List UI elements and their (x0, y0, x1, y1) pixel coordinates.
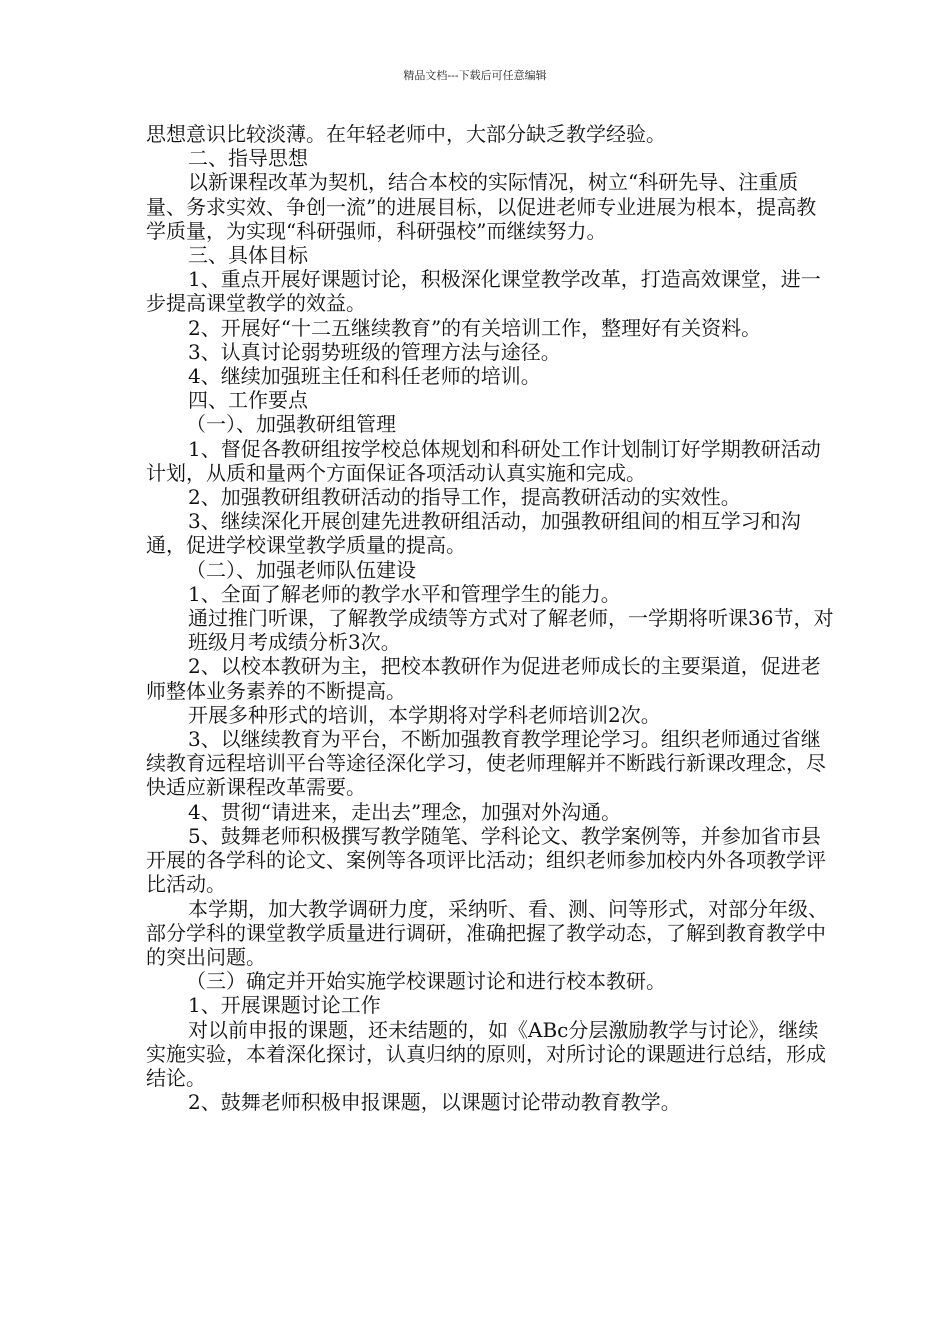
paragraph: 通过推门听课，了解教学成绩等方式对了解老师，一学期将听课36节，对 (188, 606, 834, 631)
list-item: 4、继续加强班主任和科任老师的培训。 (188, 364, 541, 389)
subsection-heading: （一）、加强教研组管理 (186, 412, 396, 437)
paragraph: 班级月考成绩分析3次。 (188, 630, 401, 655)
list-item: 1、开展课题讨论工作 (188, 993, 381, 1018)
list-item: 3、认真讨论弱势班级的管理方法与途径。 (188, 339, 561, 364)
paragraph: 思想意识比较淡薄。在年轻老师中，大部分缺乏教学经验。 (146, 122, 666, 146)
list-item: 1、督促各教研组按学校总体规划和科研处工作计划制订好学期教研活动计划，从质和量两个方面保证各项活动认真实施和完成。 (146, 436, 821, 485)
list-item: 2、以校本教研为主，把校本教研作为促进老师成长的主要渠道，促进老师整体业务素养的不断提高。 (146, 654, 821, 703)
subsection-heading: （二）、加强老师队伍建设 (186, 557, 416, 582)
list-item: 2、开展好“十二五继续教育”的有关培训工作，整理好有关资料。 (188, 315, 762, 340)
paragraph: 对以前申报的课题，还未结题的，如《ABc分层激励教学与讨论》，继续实施实验，本着深化探讨，认真归纳的原则，对所讨论的课题进行总结，形成结论。 (146, 1017, 826, 1090)
list-item: 5、鼓舞老师积极撰写教学随笔、学科论文、教学案例等，并参加省市县开展的各学科的论文、案例等各项评比活动；组织老师参加校内外各项教学评比活动。 (146, 823, 826, 897)
paragraph: 本学期，加大教学调研力度，采纳听、看、测、问等形式，对部分年级、部分学科的课堂教学质量进行调研，准确把握了教学动态，了解到教育教学中的突出问题。 (146, 896, 828, 969)
section-heading: 三、具体目标 (188, 243, 308, 268)
paragraph: 开展多种形式的培训，本学期将对学科老师培训2次。 (188, 702, 661, 727)
list-item: 4、贯彻“请进来，走出去”理念，加强对外沟通。 (188, 799, 622, 824)
list-item: 1、全面了解老师的教学水平和管理学生的能力。 (188, 581, 621, 606)
section-heading: 二、指导思想 (188, 146, 308, 171)
list-item: 2、加强教研组教研活动的指导工作，提高教研活动的实效性。 (188, 485, 741, 510)
list-item: 3、继续深化开展创建先进教研组活动，加强教研组间的相互学习和沟通，促进学校课堂教学质量的提高。 (146, 509, 801, 558)
paragraph: 以新课程改革为契机，结合本校的实际情况，树立“科研先导、注重质量、务求实效、争创一流”的进展目标，以促进老师专业进展为根本，提高教学质量，为实现“科研强师，科研强校”而继续努力。 (146, 170, 817, 243)
list-item: 2、鼓舞老师积极申报课题，以课题讨论带动教育教学。 (188, 1090, 681, 1115)
section-heading: 四、工作要点 (188, 388, 308, 413)
page-header: 精品文档---下载后可任意编辑 (403, 69, 547, 82)
subsection-heading: （三）确定并开始实施学校课题讨论和进行校本教研。 (186, 969, 666, 994)
document-body (146, 122, 836, 1114)
list-item: 1、重点开展好课题讨论，积极深化课堂教学改革，打造高效课堂，进一步提高课堂教学的效益。 (146, 267, 821, 316)
list-item: 3、以继续教育为平台，不断加强教育教学理论学习。组织老师通过省继续教育远程培训平台等途径深化学习，使老师理解并不断践行新课改理念，尽快适应新课程改革需要。 (146, 727, 826, 800)
